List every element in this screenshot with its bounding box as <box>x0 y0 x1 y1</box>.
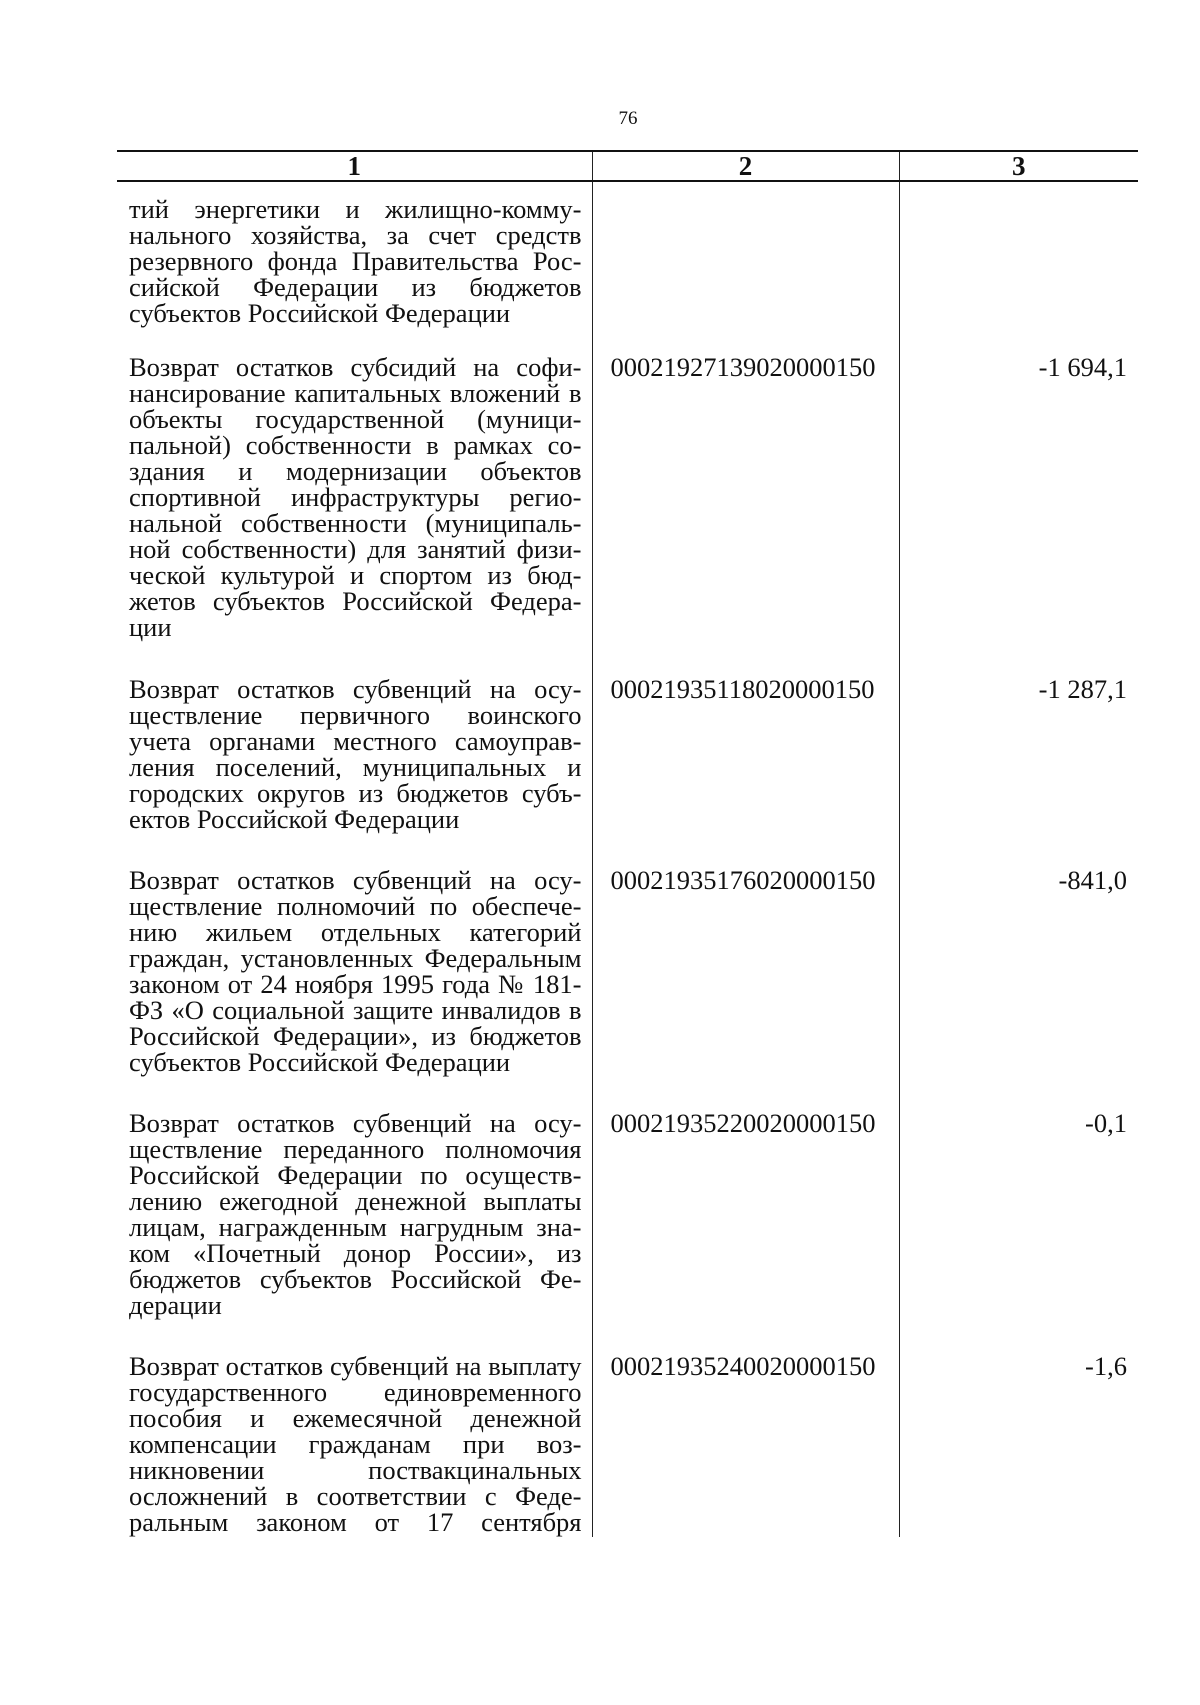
row-description: Возврат остатков субвенций на осуществление первичного воинского учета органами местного самоуправления поселений, муниципальных и городских округов из бюджетов субъектов Российской Федерации <box>129 674 582 834</box>
row-code: 00021935240020000150 <box>592 1318 899 1537</box>
row-amount: -841,0 <box>899 832 1138 1075</box>
row-amount: -0,1 <box>899 1075 1138 1318</box>
table-row <box>117 1318 1138 1537</box>
row-amount: -1 694,1 <box>899 326 1138 640</box>
budget-table <box>117 150 1138 1537</box>
row-code: 00021935118020000150 <box>592 640 899 832</box>
table-row <box>117 1075 1138 1318</box>
row-code: 00021935176020000150 <box>592 832 899 1075</box>
row-description: Возврат остатков субвенций на осуществление полномочий по обеспечению жильем отдельных категорий граждан, установленных Федеральным законом от 24 ноября 1995 года № 181-ФЗ «О социальной защите инвалидов в Российской Федерации», из бюджетов субъектов Российской Федерации <box>129 865 582 1077</box>
column-header-1: 1 <box>117 151 592 181</box>
row-code <box>592 181 899 326</box>
table-row <box>117 640 1138 832</box>
table-header-row <box>117 151 1138 181</box>
table-row <box>117 326 1138 640</box>
column-header-3: 3 <box>899 151 1138 181</box>
row-amount: -1,6 <box>899 1318 1138 1537</box>
row-description: Возврат остатков субвенций на осуществление переданного полномочия Российской Федерации по осуществлению ежегодной денежной выплаты лицам, награжденным нагрудным знаком «Почетный донор России», из бюджетов субъектов Российской Федерации <box>129 1108 582 1320</box>
row-description: Возврат остатков субсидий на софинансирование капитальных вложений в объекты государственной (муниципальной) собственности в рамках создания и модернизации объектов спортивной инфраструктуры региональной собственности (муниципальной собственности) для занятий физической культурой и спортом из бюджетов субъектов Российской Федерации <box>129 352 582 642</box>
row-code: 00021935220020000150 <box>592 1075 899 1318</box>
column-header-2: 2 <box>592 151 899 181</box>
row-code: 00021927139020000150 <box>592 326 899 640</box>
table-row <box>117 181 1138 326</box>
row-description: Возврат остатков субвенций на выплату государственного единовременного пособия и ежемесячной денежной компенсации гражданам при возникновении поствакцинальных осложнений в соответствии с Федеральным законом от 17 сентября <box>129 1351 582 1537</box>
row-amount: -1 287,1 <box>899 640 1138 832</box>
page-number: 76 <box>618 108 638 129</box>
table-row <box>117 832 1138 1075</box>
row-description: тий энергетики и жилищно-коммунального хозяйства, за счет средств резервного фонда Правительства Российской Федерации из бюджетов субъектов Российской Федерации <box>129 194 582 328</box>
row-amount <box>899 181 1138 326</box>
